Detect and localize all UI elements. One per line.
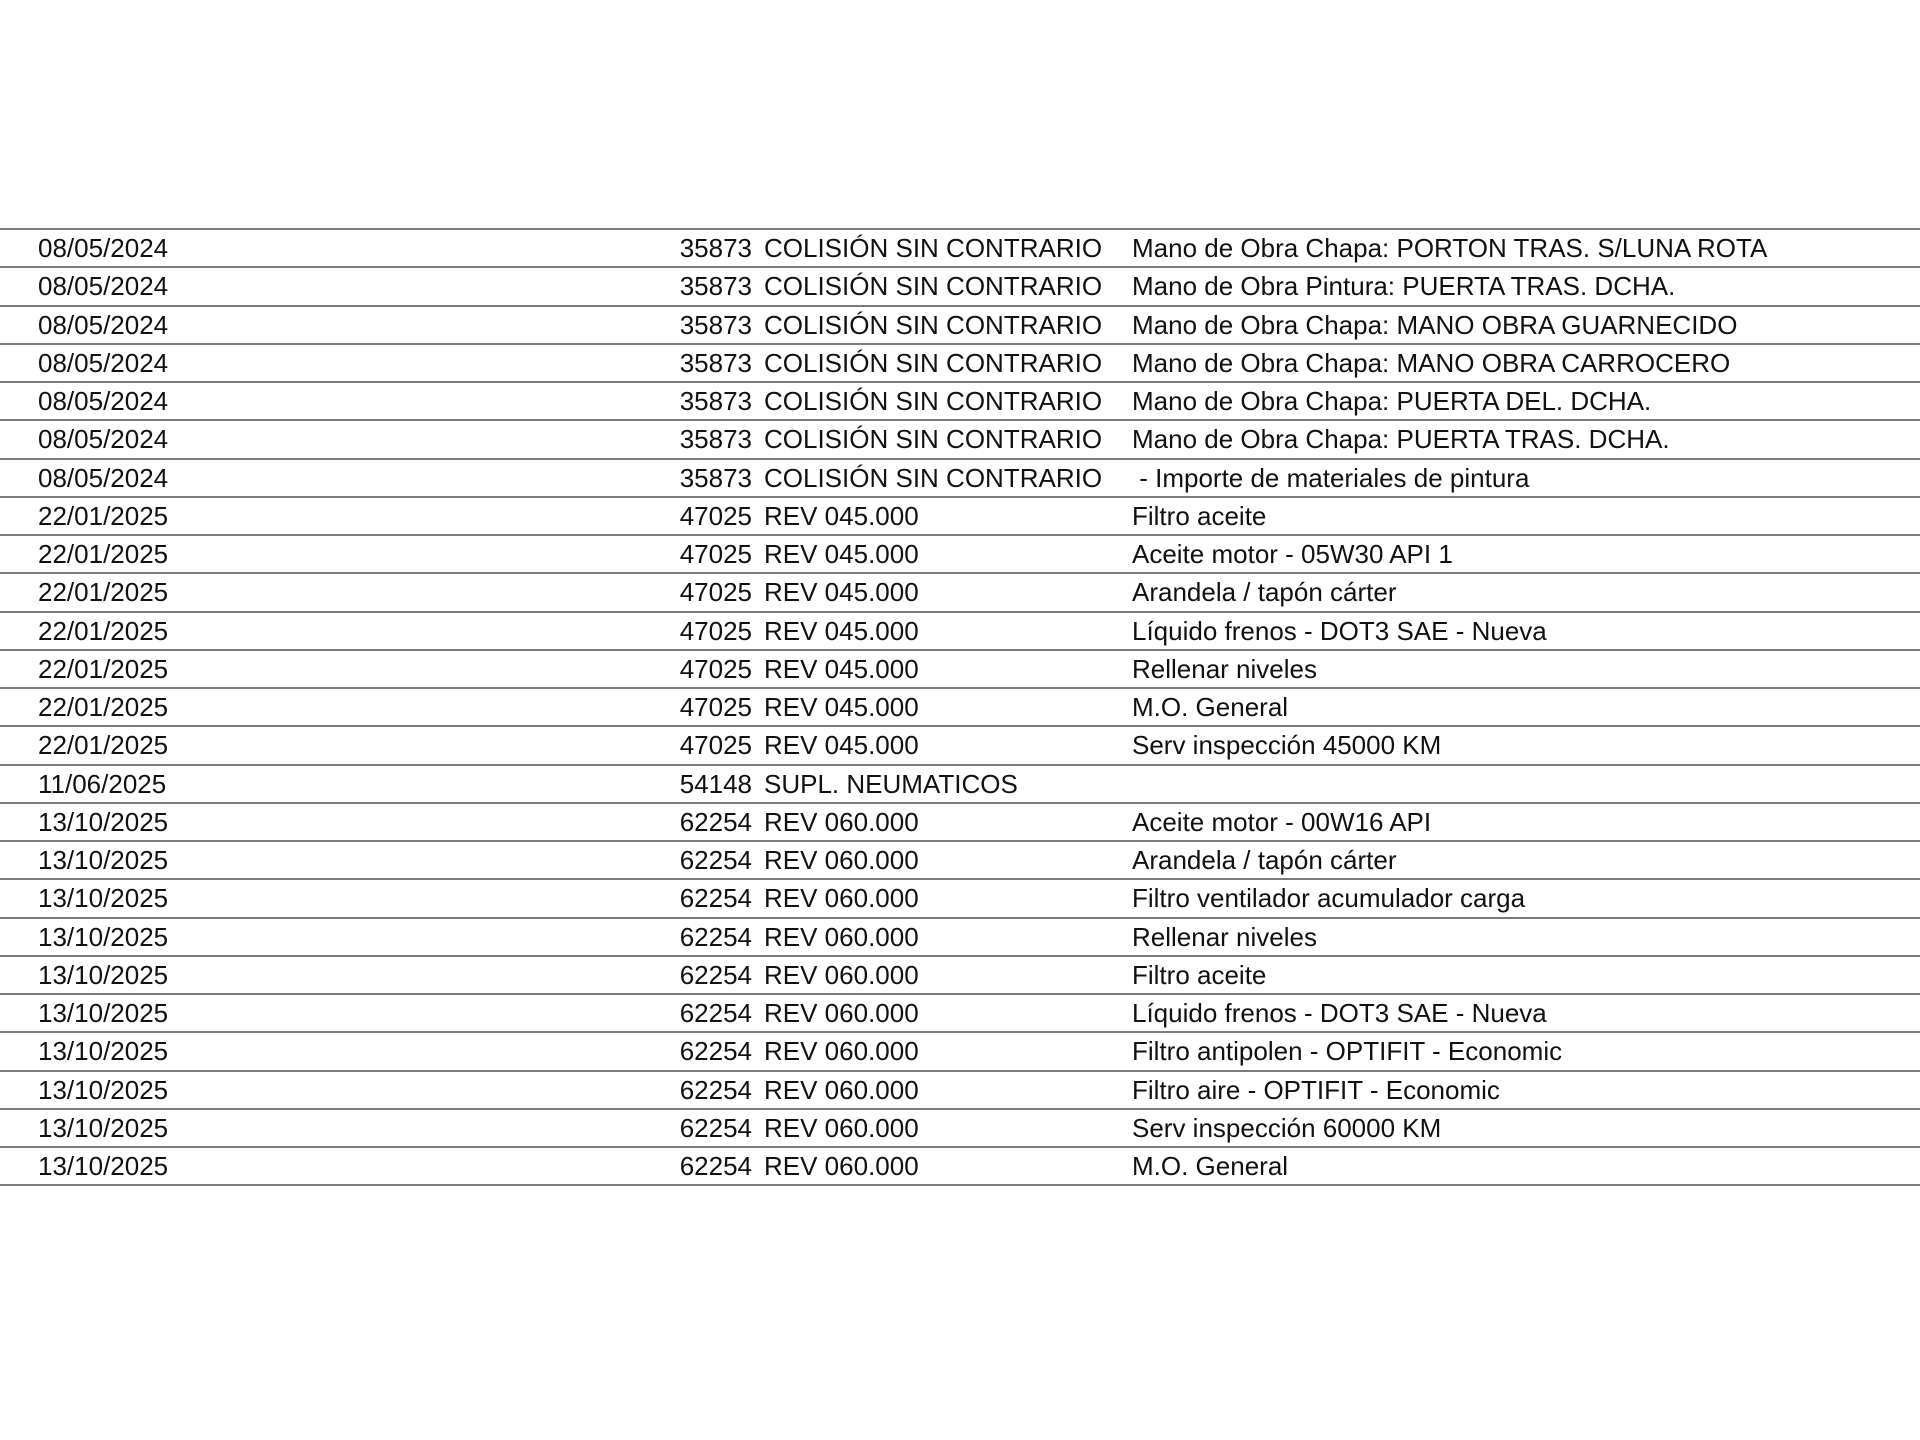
table-row	[0, 1031, 1920, 1069]
row-service-type: REV 045.000	[764, 539, 919, 570]
table-row	[0, 381, 1920, 419]
row-date: 13/10/2025	[38, 1112, 169, 1143]
row-order-number: 62254	[679, 1036, 752, 1067]
row-description: Mano de Obra Chapa: PORTON TRAS. S/LUNA ROTA	[1132, 233, 1768, 264]
row-description: Mano de Obra Chapa: MANO OBRA CARROCERO	[1132, 347, 1731, 378]
row-service-type: REV 060.000	[764, 1074, 919, 1105]
row-description: Rellenar niveles	[1132, 921, 1317, 952]
row-service-type: REV 045.000	[764, 500, 919, 531]
table-row	[0, 802, 1920, 840]
row-order-number: 62254	[679, 845, 752, 876]
row-date: 13/10/2025	[38, 883, 169, 914]
row-date: 11/06/2025	[38, 768, 167, 799]
row-description: Filtro aceite	[1132, 959, 1267, 990]
row-order-number: 35873	[679, 386, 752, 417]
row-description: Serv inspección 45000 KM	[1132, 730, 1442, 761]
row-date: 22/01/2025	[38, 730, 169, 761]
row-date: 22/01/2025	[38, 653, 169, 684]
row-service-type: REV 060.000	[764, 1112, 919, 1143]
table-row	[0, 305, 1920, 343]
row-description: Arandela / tapón cárter	[1132, 577, 1397, 608]
row-service-type: COLISIÓN SIN CONTRARIO	[764, 347, 1103, 378]
row-order-number: 62254	[679, 806, 752, 837]
row-service-type: REV 045.000	[764, 615, 919, 646]
row-description: Mano de Obra Chapa: PUERTA DEL. DCHA.	[1132, 386, 1652, 417]
row-service-type: REV 060.000	[764, 845, 919, 876]
table-row	[0, 993, 1920, 1031]
row-order-number: 35873	[679, 424, 752, 455]
row-date: 13/10/2025	[38, 921, 169, 952]
row-date: 13/10/2025	[38, 959, 169, 990]
row-description: Mano de Obra Chapa: MANO OBRA GUARNECIDO	[1132, 309, 1738, 340]
row-date: 08/05/2024	[38, 271, 169, 302]
row-order-number: 62254	[679, 998, 752, 1029]
row-description: Filtro antipolen - OPTIFIT - Economic	[1132, 1036, 1563, 1067]
table-row	[0, 419, 1920, 457]
row-date: 08/05/2024	[38, 386, 169, 417]
row-date: 13/10/2025	[38, 1074, 169, 1105]
row-description: Filtro ventilador acumulador carga	[1132, 883, 1526, 914]
table-row	[0, 1146, 1920, 1186]
row-order-number: 62254	[679, 921, 752, 952]
row-order-number: 47025	[679, 500, 752, 531]
row-service-type: REV 045.000	[764, 577, 919, 608]
row-description: Líquido frenos - DOT3 SAE - Nueva	[1132, 998, 1547, 1029]
row-date: 13/10/2025	[38, 998, 169, 1029]
row-order-number: 35873	[679, 309, 752, 340]
row-service-type: REV 060.000	[764, 1036, 919, 1067]
table-row	[0, 917, 1920, 955]
row-service-type: REV 045.000	[764, 653, 919, 684]
row-description: Rellenar niveles	[1132, 653, 1317, 684]
table-row	[0, 458, 1920, 496]
row-order-number: 62254	[679, 1074, 752, 1105]
table-row	[0, 266, 1920, 304]
row-description: Aceite motor - 00W16 API	[1132, 806, 1432, 837]
table-row	[0, 343, 1920, 381]
row-order-number: 47025	[679, 539, 752, 570]
table-row	[0, 1108, 1920, 1146]
row-date: 08/05/2024	[38, 462, 169, 493]
table-row	[0, 496, 1920, 534]
row-date: 08/05/2024	[38, 424, 169, 455]
row-service-type: REV 060.000	[764, 806, 919, 837]
table-row	[0, 764, 1920, 802]
row-order-number: 62254	[679, 1112, 752, 1143]
row-date: 13/10/2025	[38, 1036, 169, 1067]
row-date: 22/01/2025	[38, 577, 169, 608]
row-service-type: COLISIÓN SIN CONTRARIO	[764, 309, 1103, 340]
row-description: Mano de Obra Pintura: PUERTA TRAS. DCHA.	[1132, 271, 1676, 302]
row-service-type: COLISIÓN SIN CONTRARIO	[764, 424, 1103, 455]
table-row	[0, 725, 1920, 763]
row-date: 22/01/2025	[38, 615, 169, 646]
row-service-type: REV 060.000	[764, 959, 919, 990]
row-date: 22/01/2025	[38, 692, 169, 723]
row-order-number: 47025	[679, 653, 752, 684]
table-row	[0, 955, 1920, 993]
row-service-type: REV 060.000	[764, 883, 919, 914]
row-service-type: REV 045.000	[764, 692, 919, 723]
row-description: - Importe de materiales de pintura	[1132, 462, 1530, 493]
row-date: 08/05/2024	[38, 347, 169, 378]
row-description: Arandela / tapón cárter	[1132, 845, 1397, 876]
row-date: 13/10/2025	[38, 1151, 169, 1182]
row-description: Filtro aceite	[1132, 500, 1267, 531]
service-history-table	[0, 228, 1920, 1186]
table-row	[0, 611, 1920, 649]
table-row	[0, 840, 1920, 878]
row-description: Líquido frenos - DOT3 SAE - Nueva	[1132, 615, 1547, 646]
row-description: M.O. General	[1132, 692, 1289, 723]
row-date: 22/01/2025	[38, 500, 169, 531]
row-order-number: 35873	[679, 462, 752, 493]
row-order-number: 47025	[679, 692, 752, 723]
table-row	[0, 228, 1920, 266]
table-row	[0, 572, 1920, 610]
row-date: 22/01/2025	[38, 539, 169, 570]
row-order-number: 35873	[679, 347, 752, 378]
row-order-number: 54148	[679, 768, 752, 799]
row-date: 08/05/2024	[38, 309, 169, 340]
row-service-type: REV 060.000	[764, 998, 919, 1029]
row-description: Serv inspección 60000 KM	[1132, 1112, 1442, 1143]
row-order-number: 47025	[679, 577, 752, 608]
row-service-type: REV 060.000	[764, 921, 919, 952]
row-order-number: 47025	[679, 730, 752, 761]
row-description: M.O. General	[1132, 1151, 1289, 1182]
row-service-type: COLISIÓN SIN CONTRARIO	[764, 462, 1103, 493]
row-description: Aceite motor - 05W30 API 1	[1132, 539, 1453, 570]
row-service-type: REV 060.000	[764, 1151, 919, 1182]
table-row	[0, 649, 1920, 687]
row-order-number: 62254	[679, 1151, 752, 1182]
row-order-number: 47025	[679, 615, 752, 646]
row-description: Filtro aire - OPTIFIT - Economic	[1132, 1074, 1500, 1105]
table-row	[0, 1070, 1920, 1108]
row-order-number: 35873	[679, 233, 752, 264]
row-service-type: COLISIÓN SIN CONTRARIO	[764, 271, 1103, 302]
row-date: 13/10/2025	[38, 806, 169, 837]
row-service-type: SUPL. NEUMATICOS	[764, 768, 1018, 799]
row-date: 13/10/2025	[38, 845, 169, 876]
row-order-number: 35873	[679, 271, 752, 302]
row-service-type: COLISIÓN SIN CONTRARIO	[764, 233, 1103, 264]
row-order-number: 62254	[679, 883, 752, 914]
table-row	[0, 878, 1920, 916]
row-service-type: COLISIÓN SIN CONTRARIO	[764, 386, 1103, 417]
row-service-type: REV 045.000	[764, 730, 919, 761]
row-order-number: 62254	[679, 959, 752, 990]
table-row	[0, 687, 1920, 725]
row-description: Mano de Obra Chapa: PUERTA TRAS. DCHA.	[1132, 424, 1670, 455]
table-row	[0, 534, 1920, 572]
row-date: 08/05/2024	[38, 233, 169, 264]
